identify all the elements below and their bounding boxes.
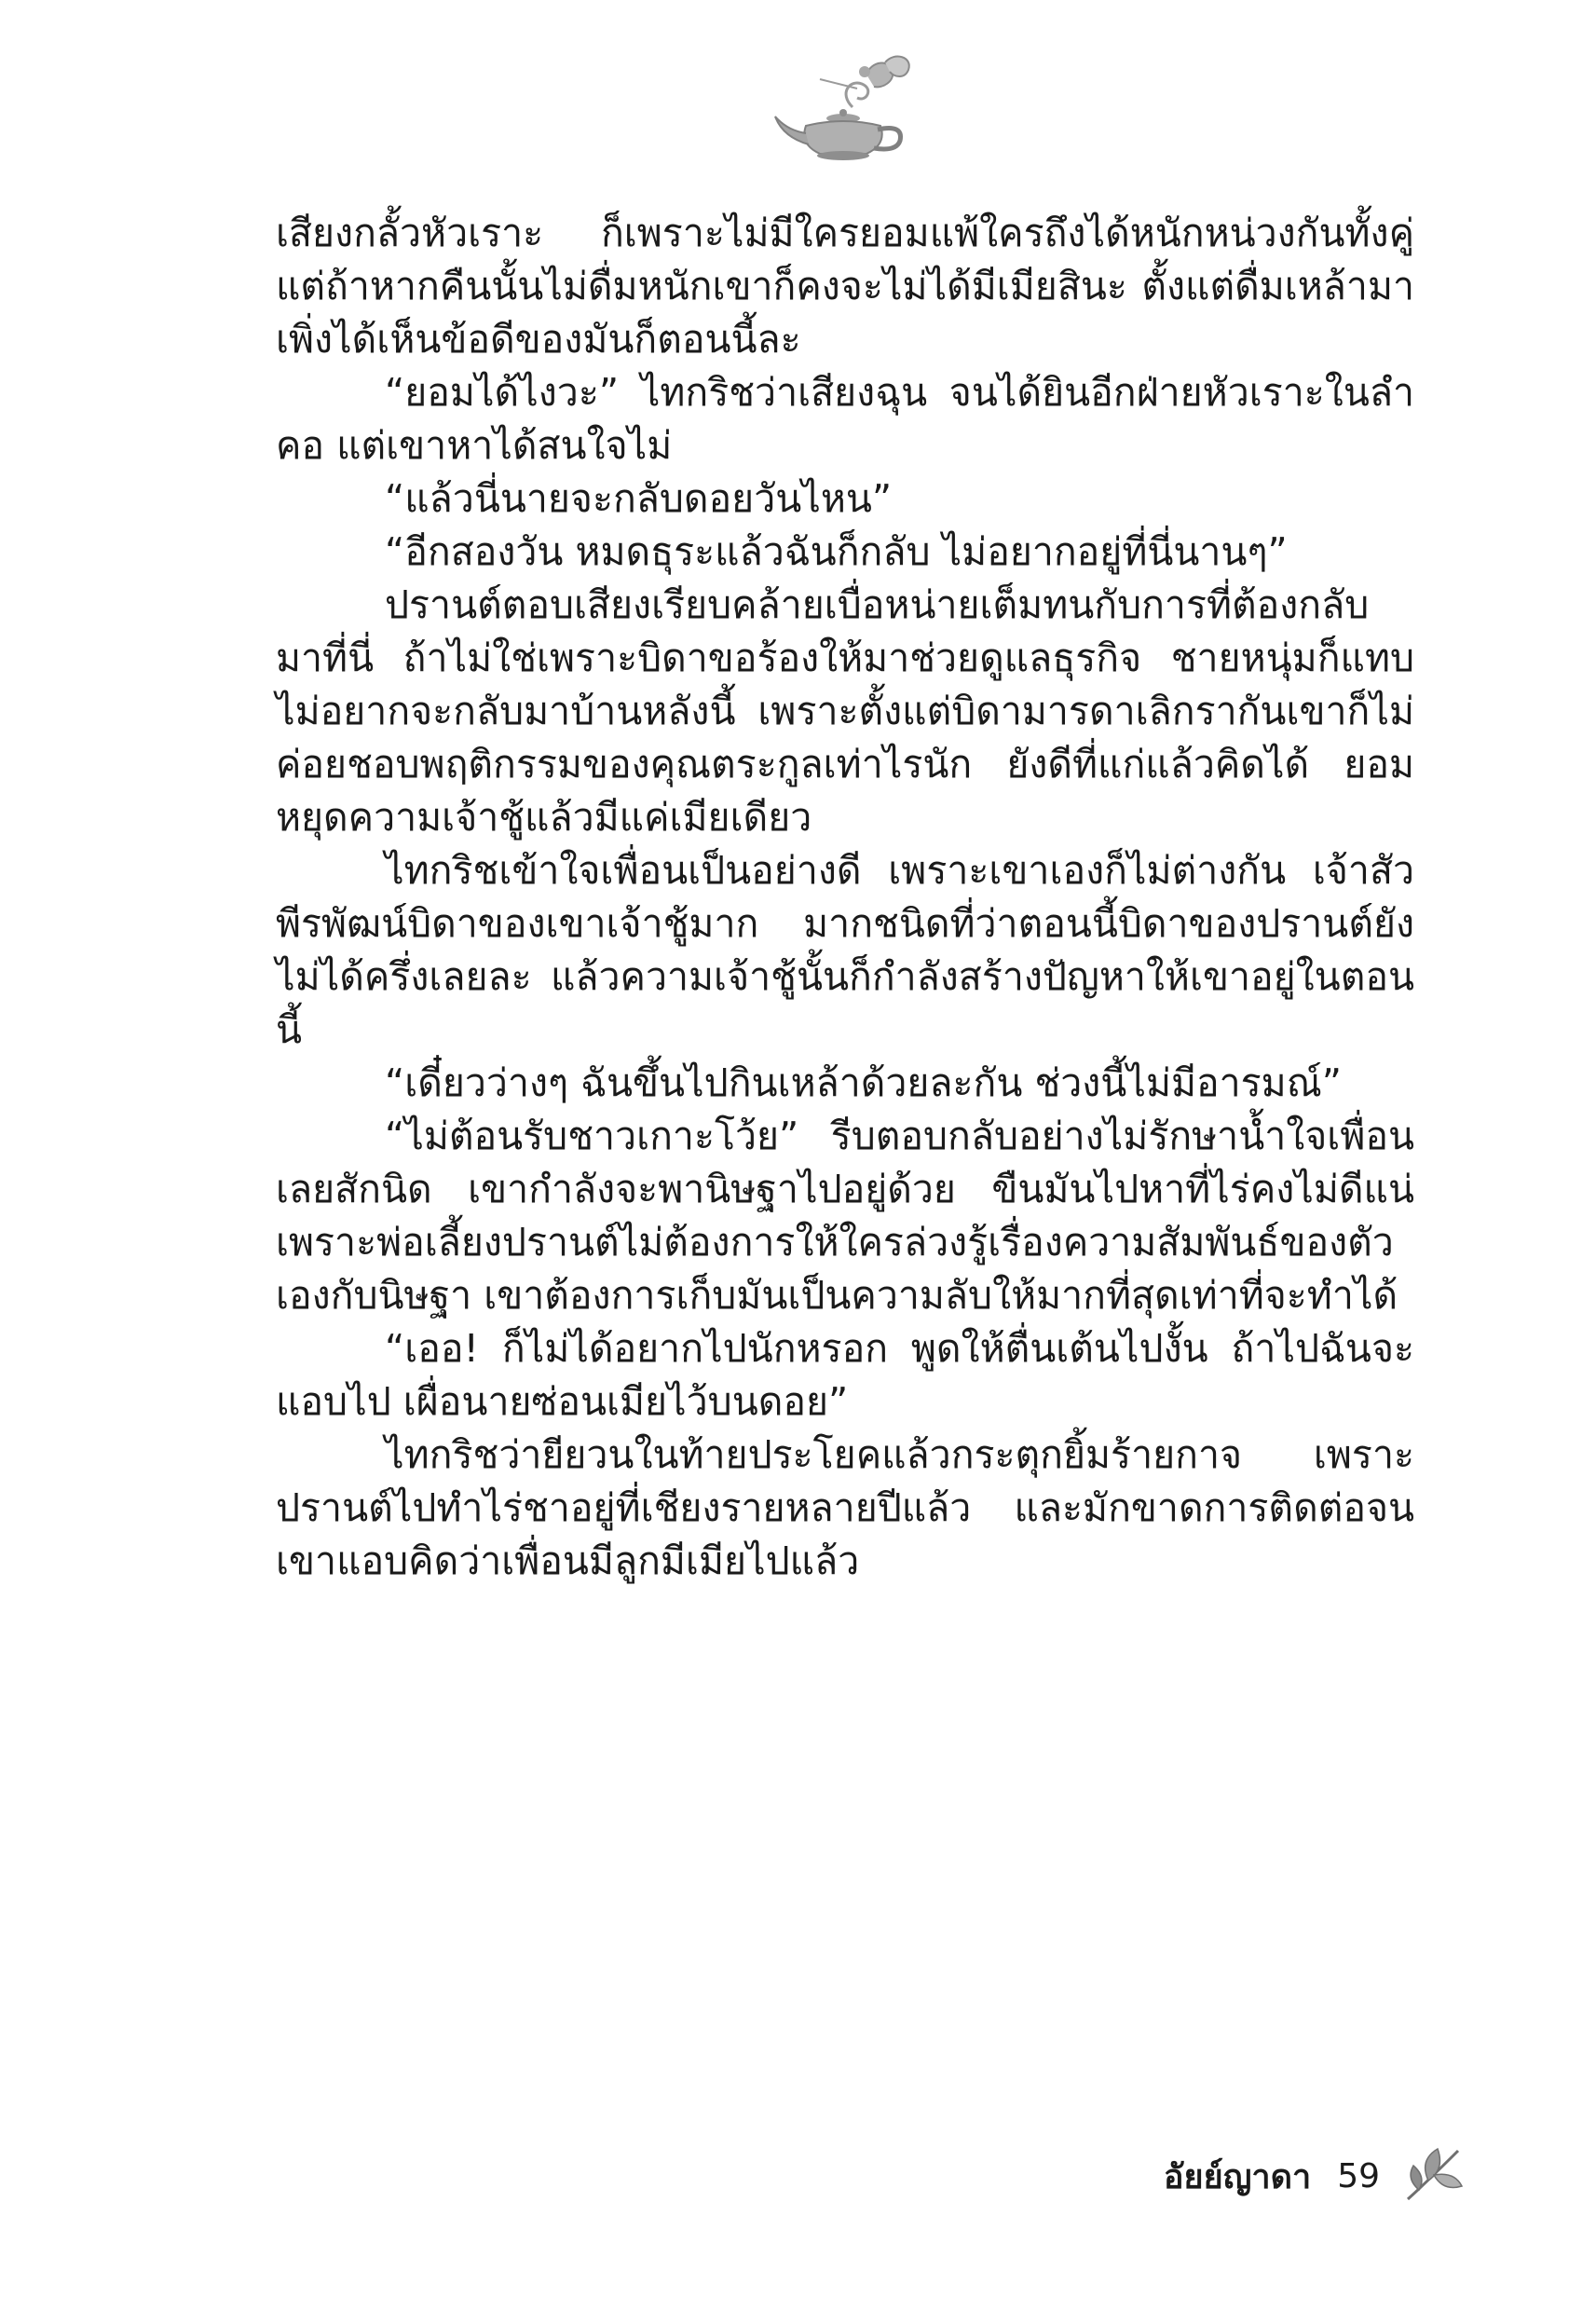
paragraph: “อีกสองวัน หมดธุระแล้วฉันก็กลับ ไม่อยากอยู่ที่นี่นานๆ” xyxy=(385,529,1288,574)
tea-leaf-icon xyxy=(1400,2143,1466,2208)
author-name: อัยย์ญาดา xyxy=(1163,2157,1312,2196)
paragraph: ปรานต์ตอบเสียงเรียบคล้ายเบื่อหน่ายเต็มทนกับการที่ต้องกลับมาที่นี่ ถ้าไม่ใช่เพราะบิดาขอร้องให้มาช่วยดูแลธุรกิจ ชายหนุ่มก็แทบไม่อยากจะกลับมาบ้านหลังนี้ เพราะตั้งแต่บิดามารดาเลิกรากันเขาก็ไม่ค่อยชอบพฤติกรรมของคุณตระกูลเท่าไรนัก ยังดีที่แก่แล้วคิดได้ ยอมหยุดความเจ้าชู้แล้วมีแค่เมียเดียว xyxy=(276,582,1414,840)
paragraph: “เดี๋ยวว่างๆ ฉันขึ้นไปกินเหล้าด้วยละกัน ช่วงนี้ไม่มีอารมณ์” xyxy=(385,1060,1342,1105)
page-number: 59 xyxy=(1337,2156,1380,2195)
paragraph: “แล้วนี่นายจะกลับดอยวันไหน” xyxy=(385,476,893,521)
paragraph: เสียงกลั้วหัวเราะ ก็เพราะไม่มีใครยอมแพ้ใครถึงได้หนักหน่วงกันทั้งคู่ แต่ถ้าหากคืนนั้นไม่ดื่มหนักเขาก็คงจะไม่ได้มีเมียสินะ ตั้งแต่ดื่มเหล้ามา เพิ่งได้เห็นข้อดีของมันก็ตอนนี้ละ xyxy=(276,211,1414,362)
teapot-cupid-ornament-icon xyxy=(764,51,922,168)
paragraph: ไทกริชเข้าใจเพื่อนเป็นอย่างดี เพราะเขาเองก็ไม่ต่างกัน เจ้าสัวพีรพัฒน์บิดาของเขาเจ้าชู้มาก มากชนิดที่ว่าตอนนี้บิดาของปรานต์ยังไม่ได้ครึ่งเลยละ แล้วความเจ้าชู้นั้นก็กำลังสร้างปัญหาให้เขาอยู่ในตอนนี้ xyxy=(276,848,1414,1052)
paragraph: “เออ! ก็ไม่ได้อยากไปนักหรอก พูดให้ตื่นเต้นไปงั้น ถ้าไปฉันจะแอบไป เผื่อนายซ่อนเมียไว้บนดอย” xyxy=(276,1326,1414,1424)
paragraph: ไทกริชว่ายียวนในท้ายประโยคแล้วกระตุกยิ้มร้ายกาจ เพราะปรานต์ไปทำไร่ชาอยู่ที่เชียงรายหลายปีแล้ว และมักขาดการติดต่อจนเขาแอบคิดว่าเพื่อนมีลูกมีเมียไปแล้ว xyxy=(276,1432,1414,1583)
paragraph: “ยอมได้ไงวะ” ไทกริชว่าเสียงฉุน จนได้ยินอีกฝ่ายหัวเราะในลำคอ แต่เขาหาได้สนใจไม่ xyxy=(276,370,1414,468)
paragraph: “ไม่ต้อนรับชาวเกาะโว้ย” รีบตอบกลับอย่างไม่รักษาน้ำใจเพื่อนเลยสักนิด เขากำลังจะพานิษฐาไปอยู่ด้วย ขืนมันไปหาที่ไร่คงไม่ดีแน่ เพราะพ่อเลี้ยงปรานต์ไม่ต้องการให้ใครล่วงรู้เรื่องความสัมพันธ์ของตัวเองกับนิษฐา เขาต้องการเก็บมันเป็นความลับให้มากที่สุดเท่าที่จะทำได้ xyxy=(276,1114,1414,1318)
body-text xyxy=(276,207,1414,1588)
page-footer xyxy=(1164,2134,1466,2218)
